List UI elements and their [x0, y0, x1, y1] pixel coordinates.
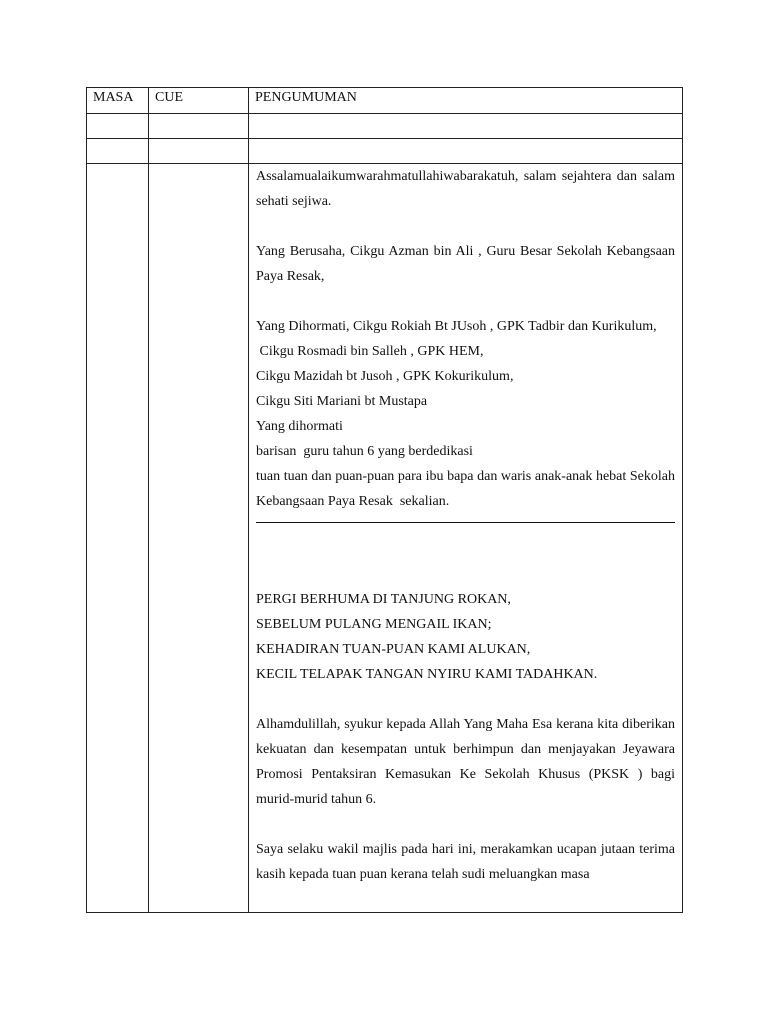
empty-cell [149, 139, 249, 164]
table-header-row [87, 88, 683, 114]
announcement-table [86, 87, 683, 913]
dihormati-paragraph: Yang Dihormati, Cikgu Rokiah Bt JUsoh , GPK Tadbir dan Kurikulum, [256, 319, 657, 334]
empty-cell [87, 139, 149, 164]
greeting-paragraph: Assalamualaikumwarahmatullahiwabarakatuh, salam sejahtera dan salam sehati sejiwa. [256, 169, 675, 209]
pengumuman-cell [249, 164, 683, 913]
guest-line: Yang dihormati [256, 419, 343, 434]
header-cue: CUE [149, 88, 249, 114]
table-row [87, 114, 683, 139]
empty-cell [149, 114, 249, 139]
guest-line: Cikgu Rosmadi bin Salleh , GPK HEM, [256, 344, 484, 359]
guest-line: Cikgu Siti Mariani bt Mustapa [256, 394, 428, 409]
alhamdulillah-paragraph: Alhamdulillah, syukur kepada Allah Yang Maha Esa kerana kita diberikan kekuatan dan kesempatan untuk berhimpun dan menjayakan Jeyawara Promosi Pentaksiran Kemasukan Ke Sekolah Khusus (PKSK ) bagi murid-murid tahun 6. [256, 717, 675, 807]
pantun-line: SEBELUM PULANG MENGAIL IKAN; [256, 617, 492, 632]
table-row [87, 139, 683, 164]
pantun-line: KEHADIRAN TUAN-PUAN KAMI ALUKAN, [256, 642, 531, 657]
speech-content [249, 164, 682, 912]
berusaha-paragraph: Yang Berusaha, Cikgu Azman bin Ali , Guru Besar Sekolah Kebangsaan Paya Resak, [256, 244, 675, 284]
pantun-line: KECIL TELAPAK TANGAN NYIRU KAMI TADAHKAN. [256, 667, 598, 682]
header-masa: MASA [87, 88, 149, 114]
pantun-line: PERGI BERHUMA DI TANJUNG ROKAN, [256, 592, 511, 607]
masa-cell [87, 164, 149, 913]
guest-line: barisan guru tahun 6 yang berdedikasi [256, 444, 473, 459]
guest-line: Cikgu Mazidah bt Jusoh , GPK Kokurikulum, [256, 369, 514, 384]
wakil-paragraph: Saya selaku wakil majlis pada hari ini, merakamkan ucapan jutaan terima kasih kepada tuan puan kerana telah sudi meluangkan masa [256, 842, 675, 882]
table-row-content [87, 164, 683, 913]
empty-cell [249, 114, 683, 139]
header-pengumuman: PENGUMUMAN [249, 88, 683, 114]
parents-paragraph: tuan tuan dan puan-puan para ibu bapa dan waris anak-anak hebat Sekolah Kebangsaan Paya Resak sekalian. [256, 469, 679, 509]
empty-cell [249, 139, 683, 164]
cue-cell [149, 164, 249, 913]
empty-cell [87, 114, 149, 139]
